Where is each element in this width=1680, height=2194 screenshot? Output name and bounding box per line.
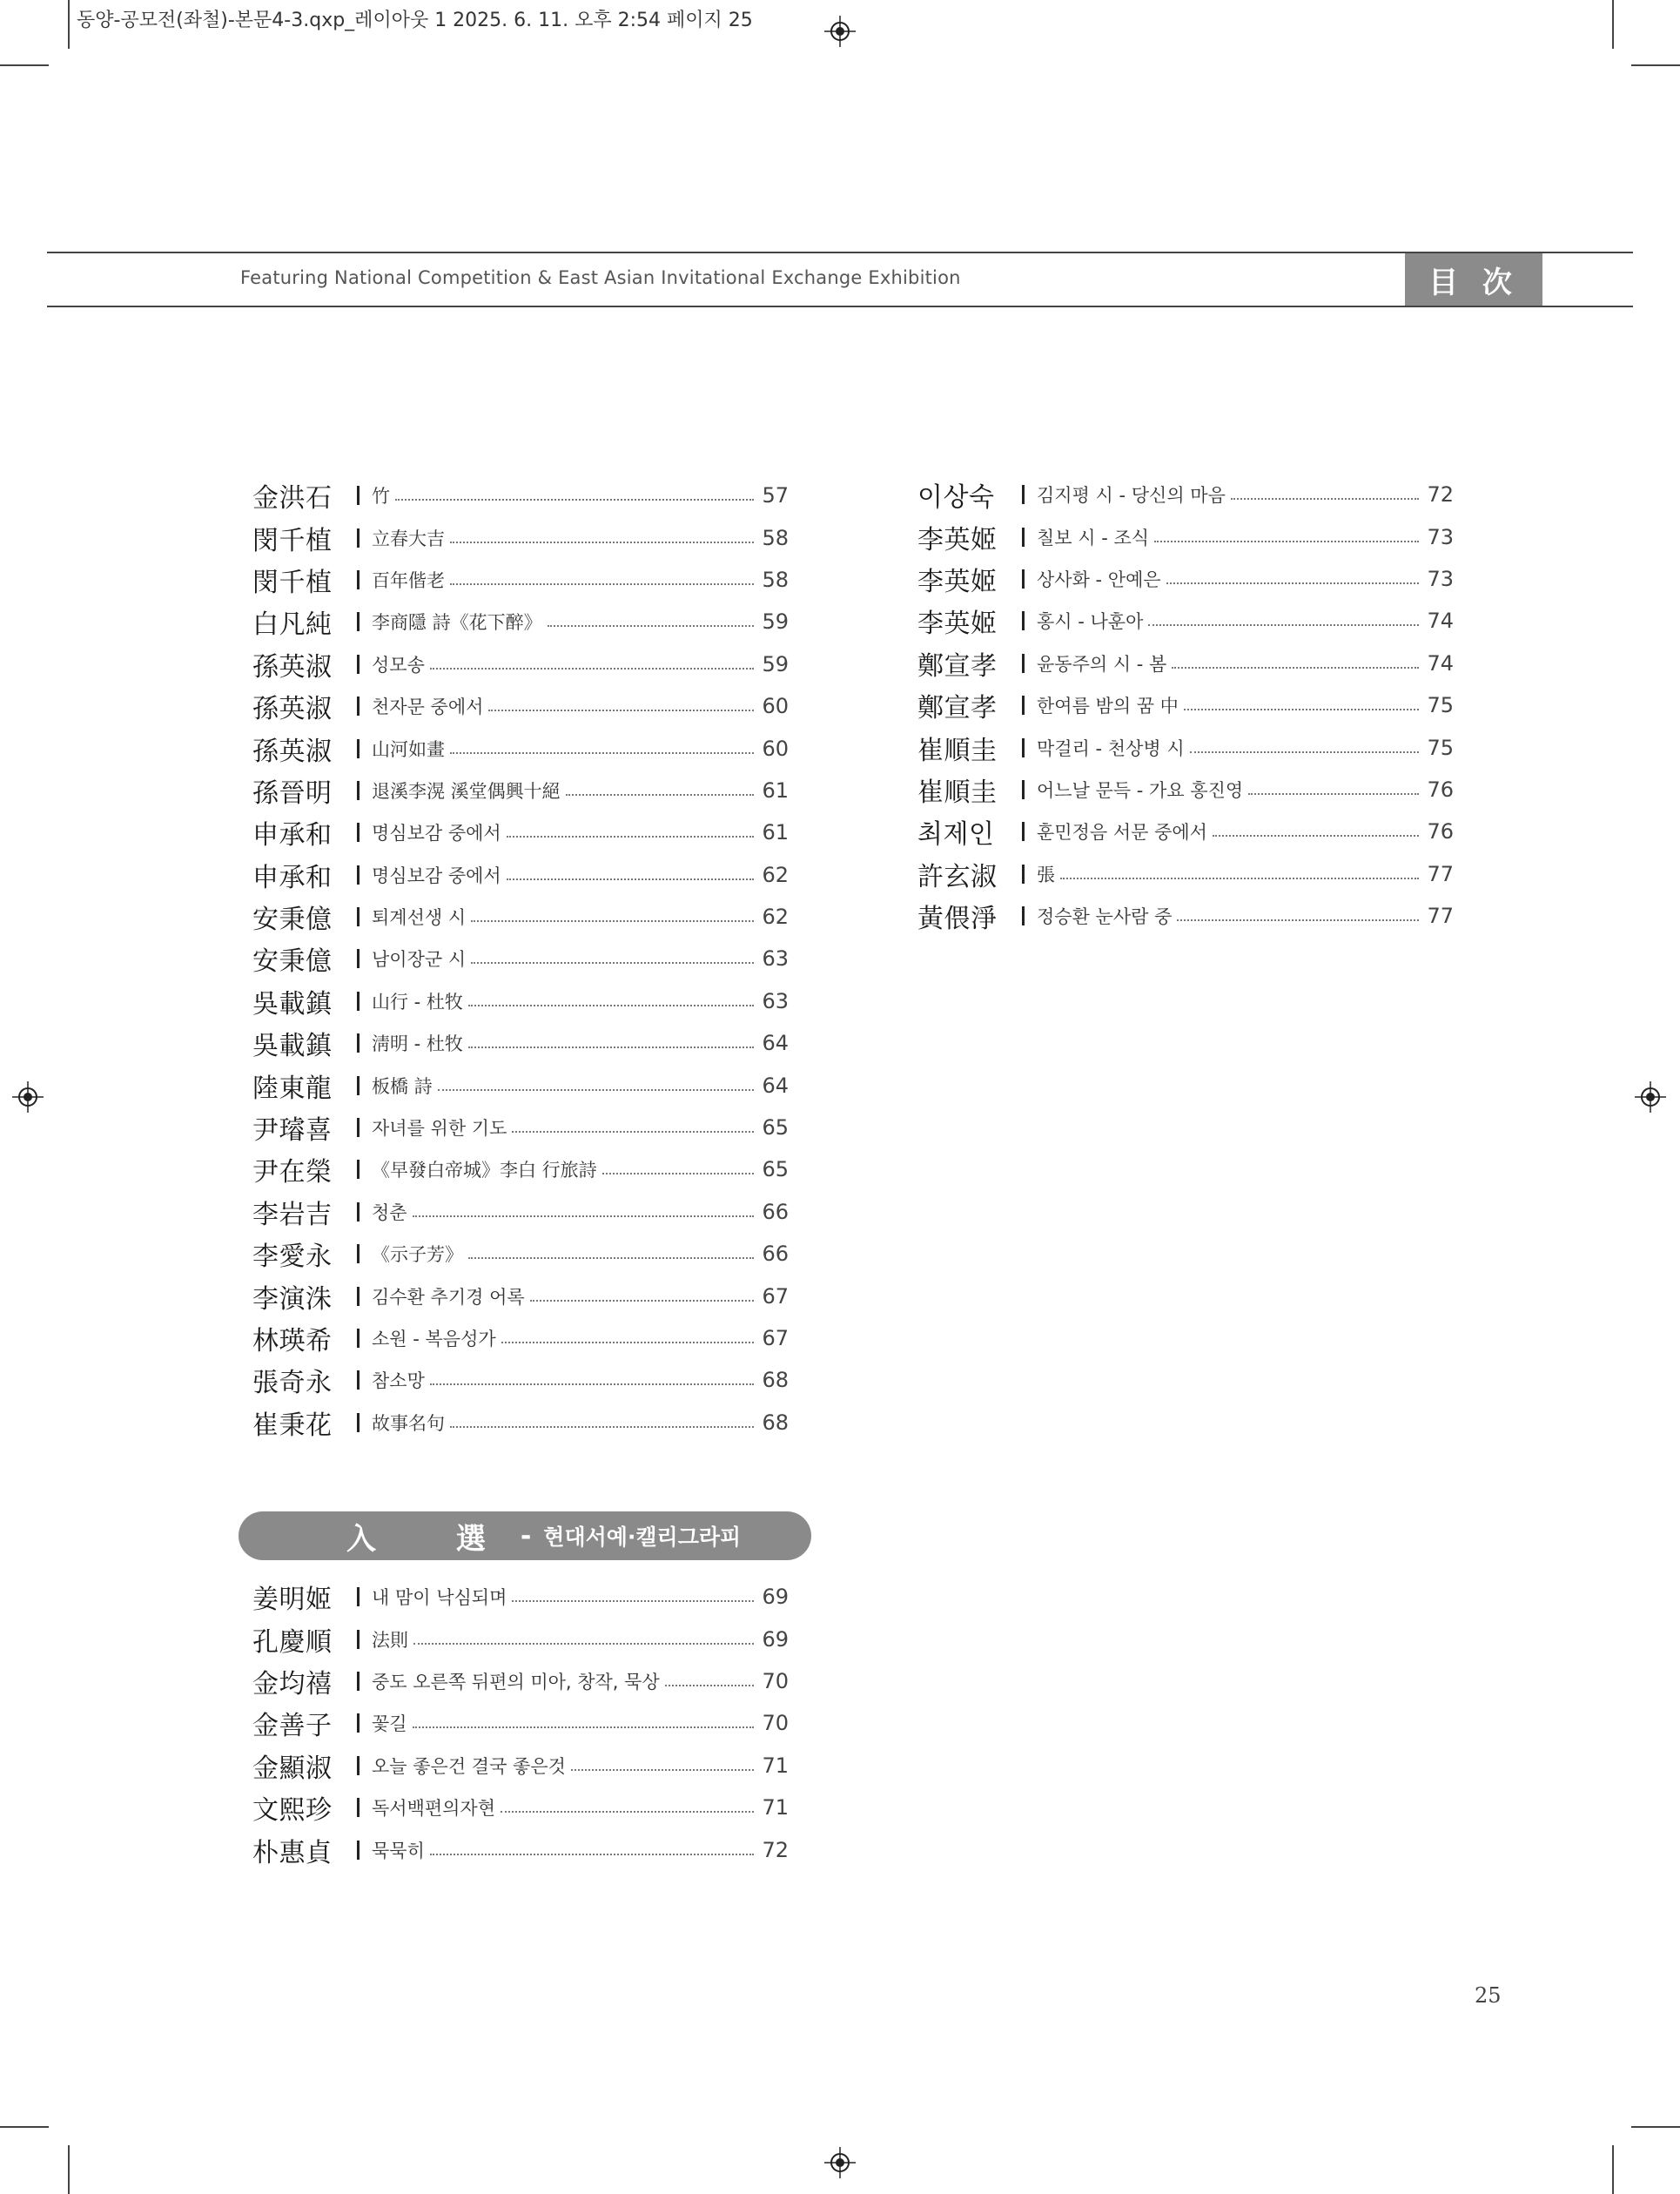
entry-page: 71: [762, 1753, 789, 1778]
entry-author: 孫英淑: [252, 736, 333, 767]
dot-leader: [1172, 667, 1419, 669]
dot-leader: [571, 1769, 754, 1771]
entry-author: 孫晉明: [252, 777, 333, 809]
entry-page: 76: [1427, 777, 1454, 802]
toc-entry: [252, 980, 789, 1022]
entry-author: 安秉億: [252, 905, 333, 936]
entry-page: 75: [1427, 693, 1454, 718]
entry-page: 70: [762, 1711, 789, 1736]
toc-entry: [252, 854, 789, 896]
dot-leader: [413, 1726, 754, 1728]
dot-leader: [602, 1173, 754, 1174]
dot-leader: [1231, 498, 1419, 500]
dot-leader: [1148, 624, 1419, 626]
crop-mark: [0, 2126, 49, 2128]
toc-entry: [917, 600, 1454, 642]
toc-entry: [252, 559, 789, 601]
entry-title: 淸明 - 杜牧: [372, 1033, 463, 1055]
entry-author: 姜明姬: [252, 1585, 333, 1616]
header-rule-bottom: [47, 306, 1633, 307]
entry-author: 孫英淑: [252, 651, 333, 683]
entry-title: 退溪李滉 溪堂偶興十絕: [372, 780, 561, 802]
entry-title: 정승환 눈사람 중: [1037, 906, 1173, 928]
registration-mark-icon: [824, 2147, 856, 2178]
toc-entry: [917, 811, 1454, 852]
crop-mark: [1631, 2126, 1680, 2128]
toc-entry: [252, 811, 789, 853]
entry-separator: [1022, 738, 1025, 757]
dot-leader: [507, 878, 754, 880]
entry-separator: [357, 1413, 360, 1432]
entry-separator: [1022, 822, 1025, 841]
toc-entry: [252, 727, 789, 769]
entry-separator: [1022, 569, 1025, 589]
entry-page: 66: [762, 1242, 789, 1267]
dot-leader: [1154, 541, 1419, 542]
entry-page: 74: [1427, 609, 1454, 634]
entry-separator: [357, 865, 360, 885]
toc-list-right: [917, 474, 1454, 937]
dot-leader: [468, 1005, 754, 1006]
entry-author: 李岩吉: [252, 1199, 333, 1230]
toc-entry: [917, 643, 1454, 684]
entry-author: 金顯淑: [252, 1753, 333, 1784]
entry-page: 76: [1427, 819, 1454, 845]
entry-title: 내 맘이 낙심되며: [372, 1587, 507, 1609]
entry-title: 오늘 좋은건 결국 좋은것: [372, 1755, 566, 1777]
toc-entry: [252, 1576, 789, 1618]
toc-entry: [252, 601, 789, 643]
dot-leader: [430, 1854, 754, 1855]
toc-label: 目 次: [1405, 253, 1542, 306]
entry-separator: [357, 528, 360, 548]
entry-page: 64: [762, 1031, 789, 1056]
entry-author: 이상숙: [917, 482, 995, 514]
entry-title: 막걸리 - 천상병 시: [1037, 737, 1185, 759]
dot-leader: [438, 1089, 754, 1091]
dot-leader: [1213, 835, 1419, 837]
entry-page: 70: [762, 1668, 789, 1693]
entry-title: 명심보감 중에서: [372, 865, 501, 886]
entry-separator: [357, 570, 360, 589]
dot-leader: [471, 920, 754, 922]
entry-page: 63: [762, 988, 789, 1013]
toc-entry: [917, 726, 1454, 768]
entry-title: 故事名句: [372, 1412, 445, 1434]
dot-leader: [413, 1215, 754, 1217]
dot-leader: [1184, 709, 1419, 710]
entry-author: 尹在榮: [252, 1157, 333, 1188]
entry-page: 62: [762, 905, 789, 930]
crop-mark: [0, 64, 49, 66]
entry-author: 鄭宣孝: [917, 650, 998, 682]
section-title: 入 選: [346, 1521, 521, 1557]
entry-page: 59: [762, 651, 789, 676]
toc-entry: [252, 1702, 789, 1744]
entry-page: 60: [762, 736, 789, 761]
entry-title: 독서백편의자현: [372, 1798, 496, 1820]
dot-leader: [450, 752, 754, 754]
entry-page: 63: [762, 946, 789, 972]
entry-separator: [357, 739, 360, 758]
entry-page: 62: [762, 862, 789, 887]
toc-entry: [252, 474, 789, 516]
entry-author: 尹璿喜: [252, 1115, 333, 1147]
entry-author: 陸東龍: [252, 1073, 333, 1104]
entry-separator: [357, 1756, 360, 1775]
toc-list-left: [252, 474, 789, 1444]
entry-author: 申承和: [252, 862, 333, 893]
registration-mark-icon: [12, 1081, 44, 1113]
entry-separator: [357, 1713, 360, 1733]
entry-separator: [357, 1841, 360, 1860]
entry-author: 申承和: [252, 820, 333, 851]
entry-author: 鄭宣孝: [917, 693, 998, 724]
entry-title: 상사화 - 안예은: [1037, 569, 1161, 590]
entry-title: 김지평 시 - 당신의 마음: [1037, 485, 1226, 507]
entry-author: 崔順圭: [917, 777, 998, 808]
entry-title: 立春大吉: [372, 528, 445, 549]
entry-author: 李英姬: [917, 566, 998, 597]
entry-title: 청춘: [372, 1201, 407, 1223]
toc-entry: [917, 558, 1454, 600]
dot-leader: [530, 1300, 754, 1302]
dot-leader: [548, 625, 754, 627]
entry-title: 명심보감 중에서: [372, 823, 501, 845]
entry-title: 퇴계선생 시: [372, 907, 467, 929]
toc-entry: [252, 1148, 789, 1190]
entry-page: 71: [762, 1795, 789, 1820]
entry-author: 金善子: [252, 1711, 333, 1742]
toc-entry: [917, 769, 1454, 811]
entry-author: 金均禧: [252, 1668, 333, 1699]
toc-entry: [252, 1660, 789, 1702]
crop-mark: [1631, 64, 1680, 66]
entry-title: 소원 - 복음성가: [372, 1329, 496, 1349]
entry-title: 《示子芳》: [372, 1244, 463, 1266]
dot-leader: [450, 583, 754, 585]
toc-entry: [252, 1402, 789, 1444]
toc-list-section: [252, 1576, 789, 1871]
entry-title: 山河如畫: [372, 738, 445, 760]
toc-entry: [252, 1317, 789, 1359]
toc-entry: [252, 516, 789, 558]
dot-leader: [665, 1685, 754, 1686]
entry-author: 黃偎淨: [917, 904, 998, 935]
dot-leader: [507, 836, 754, 838]
entry-separator: [357, 949, 360, 968]
entry-page: 77: [1427, 861, 1454, 886]
entry-page: 73: [1427, 524, 1454, 549]
toc-entry: [252, 1359, 789, 1401]
entry-separator: [357, 1244, 360, 1263]
entry-author: 許玄淑: [917, 861, 998, 892]
toc-entry: [252, 938, 789, 979]
toc-entry: [252, 1745, 789, 1787]
entry-page: 67: [762, 1283, 789, 1309]
dot-leader: [512, 1600, 754, 1602]
entry-title: 자녀를 위한 기도: [372, 1118, 507, 1140]
registration-mark-icon: [824, 16, 856, 47]
entry-page: 75: [1427, 735, 1454, 760]
entry-title: 板橋 詩: [372, 1075, 433, 1097]
entry-page: 72: [1427, 482, 1454, 508]
toc-entry: [252, 1191, 789, 1233]
entry-author: 林瑛希: [252, 1326, 333, 1356]
entry-title: 참소망: [372, 1370, 425, 1392]
entry-page: 69: [762, 1585, 789, 1610]
entry-page: 65: [762, 1157, 789, 1182]
entry-page: 64: [762, 1073, 789, 1098]
dot-leader: [395, 499, 754, 501]
entry-page: 74: [1427, 650, 1454, 676]
dot-leader: [468, 1257, 754, 1259]
entry-title: 천자문 중에서: [372, 697, 484, 718]
entry-title: 竹: [372, 486, 390, 508]
toc-entry: [917, 684, 1454, 726]
entry-title: 성모송: [372, 654, 425, 676]
entry-separator: [357, 1587, 360, 1606]
entry-title: 꽃길: [372, 1713, 407, 1735]
entry-separator: [357, 1370, 360, 1390]
entry-separator: [357, 1329, 360, 1348]
dot-leader: [468, 1047, 754, 1048]
toc-entry: [917, 474, 1454, 515]
entry-separator: [357, 697, 360, 716]
entry-author: 張奇永: [252, 1368, 333, 1399]
entry-author: 李英姬: [917, 524, 998, 555]
entry-separator: [357, 1202, 360, 1222]
entry-title: 남이장군 시: [372, 949, 467, 971]
entry-title: 《早發白帝城》李白 行旅詩: [372, 1160, 597, 1181]
dot-leader: [1190, 751, 1419, 753]
entry-author: 李演洙: [252, 1283, 333, 1315]
entry-author: 吳載鎮: [252, 988, 333, 1020]
entry-page: 61: [762, 820, 789, 845]
section-subtitle: 현대서예·캘리그라피: [543, 1524, 742, 1550]
crop-mark: [1612, 2145, 1614, 2194]
entry-title: 김수환 추기경 어록: [372, 1286, 525, 1308]
entry-separator: [357, 1798, 360, 1817]
toc-entry: [252, 1064, 789, 1106]
dot-leader: [450, 542, 754, 543]
entry-separator: [357, 1630, 360, 1649]
dot-leader: [430, 668, 754, 670]
entry-page: 73: [1427, 566, 1454, 591]
entry-author: 孫英淑: [252, 694, 333, 725]
entry-author: 孔慶順: [252, 1626, 333, 1658]
toc-entry: [252, 770, 789, 811]
entry-separator: [357, 1287, 360, 1306]
entry-page: 57: [762, 483, 789, 508]
toc-entry: [917, 853, 1454, 895]
toc-entry: [252, 685, 789, 727]
entry-separator: [357, 992, 360, 1011]
entry-title: 묵묵히: [372, 1840, 425, 1861]
entry-page: 66: [762, 1199, 789, 1224]
dot-leader: [1177, 919, 1419, 921]
dot-leader: [566, 794, 754, 796]
entry-author: 崔順圭: [917, 735, 998, 766]
page-number: 25: [1475, 1983, 1502, 2008]
entry-title: 張: [1037, 864, 1055, 885]
entry-author: 李愛永: [252, 1242, 333, 1273]
entry-page: 68: [762, 1410, 789, 1435]
entry-page: 60: [762, 694, 789, 719]
entry-separator: [1022, 906, 1025, 925]
entry-title: 어느날 문득 - 가요 홍진영: [1037, 779, 1244, 801]
toc-entry: [252, 1618, 789, 1659]
toc-entry: [252, 1787, 789, 1828]
entry-author: 최제인: [917, 819, 995, 851]
entry-author: 文熙珍: [252, 1795, 333, 1827]
entry-page: 58: [762, 567, 789, 592]
entry-author: 李英姬: [917, 609, 998, 640]
entry-title: 山行 - 杜牧: [372, 991, 463, 1013]
section-dash: -: [520, 1520, 532, 1551]
entry-title: 한여름 밤의 꿈 中: [1037, 696, 1179, 717]
entry-separator: [357, 1672, 360, 1691]
entry-page: 61: [762, 777, 789, 803]
entry-separator: [357, 1076, 360, 1095]
dot-leader: [1060, 878, 1419, 879]
dot-leader: [488, 710, 754, 711]
entry-author: 金洪石: [252, 483, 333, 515]
dot-leader: [1166, 582, 1419, 584]
entry-separator: [357, 1033, 360, 1053]
entry-separator: [1022, 696, 1025, 715]
toc-entry: [917, 895, 1454, 937]
dot-leader: [501, 1811, 754, 1813]
entry-separator: [357, 1160, 360, 1179]
entry-separator: [1022, 611, 1025, 630]
entry-page: 72: [762, 1837, 789, 1862]
entry-separator: [357, 781, 360, 800]
crop-mark: [1612, 0, 1614, 49]
entry-title: 중도 오른쪽 뒤편의 미아, 창작, 묵상: [372, 1671, 660, 1693]
entry-page: 65: [762, 1115, 789, 1141]
entry-title: 윤동주의 시 - 봄: [1037, 653, 1167, 675]
entry-separator: [1022, 528, 1025, 547]
header-rule-top: [47, 252, 1633, 253]
entry-author: 朴惠貞: [252, 1837, 333, 1868]
dot-leader: [512, 1131, 754, 1133]
toc-entry: [252, 1107, 789, 1148]
entry-separator: [1022, 485, 1025, 504]
dot-leader: [501, 1342, 754, 1343]
dot-leader: [450, 1426, 754, 1428]
entry-author: 閔千植: [252, 525, 333, 556]
entry-author: 閔千植: [252, 567, 333, 598]
entry-title: 李商隱 詩《花下醉》: [372, 612, 542, 634]
entry-title: 홍시 - 나훈아: [1037, 611, 1144, 633]
entry-author: 安秉億: [252, 946, 333, 978]
entry-page: 59: [762, 609, 789, 635]
dot-leader: [1248, 793, 1419, 795]
entry-page: 77: [1427, 904, 1454, 929]
entry-page: 69: [762, 1626, 789, 1652]
entry-author: 白凡純: [252, 609, 333, 641]
entry-page: 67: [762, 1326, 789, 1350]
crop-mark: [68, 2145, 70, 2194]
toc-entry: [917, 515, 1454, 557]
entry-author: 崔秉花: [252, 1410, 333, 1441]
registration-mark-icon: [1635, 1081, 1666, 1113]
toc-entry: [252, 1828, 789, 1870]
entry-separator: [357, 1118, 360, 1137]
dot-leader: [413, 1643, 754, 1645]
entry-separator: [1022, 780, 1025, 799]
entry-separator: [357, 486, 360, 505]
section-header: [239, 1511, 811, 1560]
entry-page: 68: [762, 1368, 789, 1393]
toc-entry: [252, 643, 789, 685]
toc-entry: [252, 1022, 789, 1064]
dot-leader: [430, 1383, 754, 1385]
entry-separator: [357, 823, 360, 842]
toc-entry: [252, 1233, 789, 1275]
toc-entry: [252, 896, 789, 938]
entry-separator: [357, 612, 360, 631]
entry-separator: [1022, 654, 1025, 673]
crop-mark: [68, 0, 70, 49]
header-subtitle: Featuring National Competition & East Asian Invitational Exchange Exhibition: [240, 267, 961, 288]
print-slug: 동양-공모전(좌철)-본문4-3.qxp_레이아웃 1 2025. 6. 11. 오후 2:54 페이지 25: [77, 10, 753, 31]
entry-separator: [357, 655, 360, 674]
toc-entry: [252, 1275, 789, 1316]
entry-title: 百年偕老: [372, 569, 445, 591]
entry-separator: [357, 907, 360, 926]
entry-separator: [1022, 865, 1025, 884]
entry-page: 58: [762, 525, 789, 550]
entry-title: 훈민정음 서문 중에서: [1037, 822, 1207, 844]
entry-title: 法則: [372, 1629, 408, 1651]
entry-author: 吳載鎮: [252, 1031, 333, 1062]
dot-leader: [471, 962, 754, 964]
entry-title: 칠보 시 - 조식: [1037, 527, 1150, 548]
